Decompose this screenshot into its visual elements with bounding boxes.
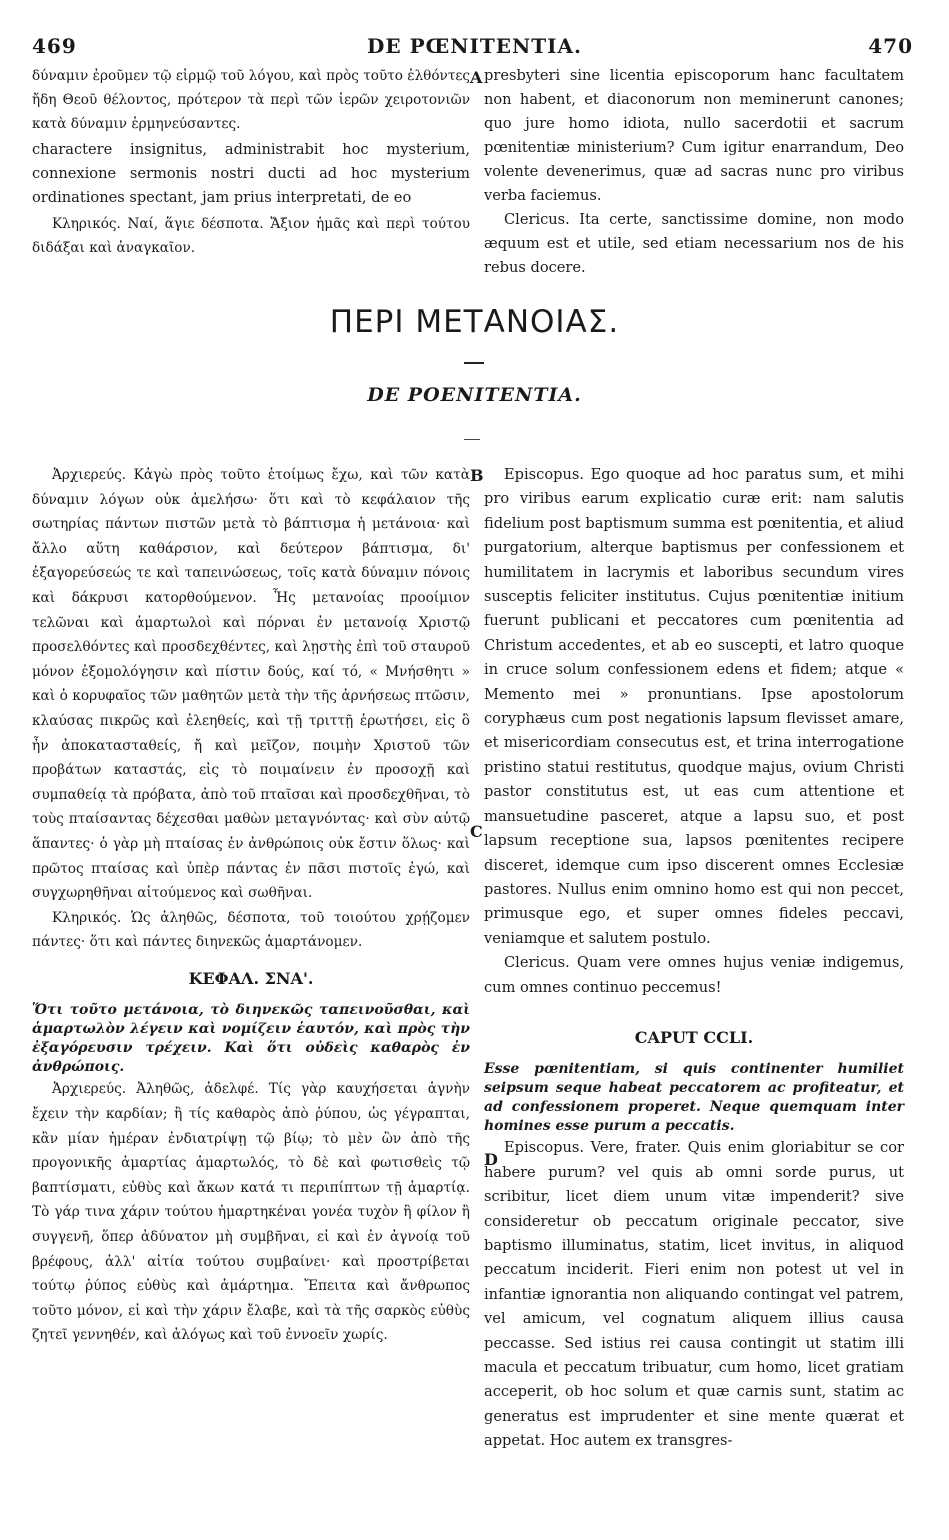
greek-column [32, 463, 470, 1348]
section-subtitle: DE POENITENTIA. [367, 384, 582, 406]
greek-top-block [32, 64, 470, 136]
latin-column [484, 463, 904, 1454]
margin-marker-b: B [470, 466, 484, 485]
latin-paragraph: Clericus. Quam vere omnes hujus veniæ indigemus, cum omnes continuo peccemus! [484, 954, 904, 996]
greek-chapter-summary: Ὅτι τοῦτο μετάνοια, τὸ διηνεκῶς ταπεινοῦσθαι, καὶ ἁμαρτωλὸν λέγειν καὶ νομίζειν ἑαυτόν, καὶ πρὸς τὴν ἐξαγόρευσιν τρέχειν. Καὶ ὅτι οὐδεὶς καθαρὸς ἐν ἀνθρώποις. [32, 1002, 470, 1076]
title-rule [464, 362, 484, 364]
latin-top-right-block [484, 64, 904, 280]
latin-top-right-paragraph: presbyteri sine licentia episcoporum hanc facultatem non habent, et diaconorum non meminerunt canones; quo jure homo idiota, nullo sacerdotii et sacrum pœnitentiæ ministerium? Cum igitur enarrandum, Deo volente devenerimus, quæ ad sacras nunc pro viribus verba faciemus. [484, 67, 904, 204]
latin-paragraph: Episcopus. Vere, frater. Quis enim gloriabitur se cor habere purum? vel quis ab omni sorde purus, ut scribitur, licet diem unum vitæ impenderit? sive consideretur ob peccatum originale peccator, sive baptismo illuminatus, statim, licet invitus, in aliquod peccatum inciderit. Fieri enim non potest ut vel in infantiæ ignorantia non aliquando contingat vel patrem, vel amicum, vel cognatum aliquem illius causa peccasse. Sed istius rei causa contingit ut statim illi macula et peccatum tribuatur, cum homo, licet gratiam acceperit, ob hoc solum et quæ carnis sunt, statim ac generatus est imprudenter et sine mente quærat et appetat. Hoc autem ex transgres- [484, 1139, 904, 1450]
latin-top-left-block [32, 138, 470, 210]
greek-paragraph: Ἀρχιερεύς. Ἀληθῶς, ἀδελφέ. Τίς γὰρ καυχήσεται ἁγνὴν ἔχειν τὴν καρδίαν; ἢ τίς καθαρὸς ἀπὸ ῥύπου, ὡς γέγραπται, κἂν μίαν ἡμέραν ἐνδιατρίψῃ τῷ βίῳ; τὸ μὲν ὢν ἀπὸ τῆς προγονικῆς ἁμαρτίας ἁμαρτωλός, τὸ δὲ καὶ φωτισθεὶς τῷ βαπτίσματι, εὐθὺς καὶ ἄκων κατά τι περιπίπτων τῇ ἁμαρτίᾳ. Τὸ γάρ τινα χάριν τούτου ἡμαρτηκέναι γονέα τυχὸν ἢ φίλον ἢ συγγενῆ, ὅπερ ἀδύνατον μὴ συμβῆναι, εἰ καὶ ἐν ἀγνοίᾳ τοῦ βρέφους, ἀλλ' αἰτία τούτου συμβαίνει· καὶ προστρίβεται τούτῳ ῥύπος εὐθὺς καὶ ἁμάρτημα. Ἔπειτα καὶ ἄνθρωπος τοῦτο μόνον, εἰ καὶ τὴν χάριν ἔλαβε, καὶ τὰ τῆς σαρκὸς εὐθὺς ζητεῖ γεννηθέν, καὶ ἀλόγως καὶ τοῦ ἐννοεῖν χωρίς. [32, 1081, 470, 1344]
greek-top-clericus: Κληρικός. Ναί, ἅγιε δέσποτα. Ἄξιον ἡμᾶς καὶ περὶ τούτου διδάξαι καὶ ἀναγκαῖον. [32, 216, 470, 256]
subtitle-rule [464, 439, 480, 440]
section-title: ΠΕΡΙ ΜΕΤΑΝΟΙΑΣ. [329, 304, 620, 340]
page-number-left: 469 [32, 34, 77, 58]
greek-chapter-heading: ΚΕΦΑΛ. ΣΝΑ'. [188, 968, 314, 988]
latin-paragraph: Episcopus. Ego quoque ad hoc paratus sum, et mihi pro viribus earum explicatio curæ erit: nam salutis fidelium post baptismum summa est pœnitentia, et aliud purgatorium, alterque baptismus per confessionem et humilitatem in lacrymis et laboribus secundum vires susceptis feliciter institutus. Cujus pœnitentiæ initium fuerunt publicani et peccatores cum pœnitentia ad Christum accedentes, et ab eo suscepti, et latro quoque in cruce solum confessionem edens et fidem; atque « Memento mei » pronuntians. Ipse apostolorum coryphæus cum post negationis lapsum flevisset amare, et misericordiam consecutus est, et trina interrogatione pristino statui restitutus, quodque majus, ovium Christi pastor constitutus est, ut eas cum attentione et mansuetudine pasceret, atque a lapsu suo, et post lapsum receptione sua, lapsos pœnitentes recipere disceret, idemque cum ipso discerent omnes Ecclesiæ pastores. Nullus enim omnino homo est qui non peccet, primusque ego, et super omnes fideles peccavi, veniamque et salutem postulo. [484, 466, 904, 947]
page-number-right: 470 [868, 34, 913, 58]
running-title: DE PŒNITENTIA. [367, 34, 582, 58]
greek-paragraph: Κληρικός. Ὡς ἀληθῶς, δέσποτα, τοῦ τοιούτου χρῄζομεν πάντες· ὅτι καὶ πάντες διηνεκῶς ἁμαρτάνομεν. [32, 909, 470, 951]
margin-marker-c: C [470, 822, 483, 841]
latin-chapter-heading: CAPUT CCLI. [634, 1027, 754, 1047]
latin-top-left-paragraph: charactere insignitus, administrabit hoc mysterium, connexione sermonis nostri ducti ad hoc mysterium ordinationes spectant, jam prius interpretati, de eo [32, 141, 470, 206]
greek-top-clericus-block [32, 212, 470, 260]
greek-top-paragraph: δύναμιν ἐροῦμεν τῷ εἱρμῷ τοῦ λόγου, καὶ πρὸς τοῦτο ἐλθόντες ἤδη Θεοῦ θέλοντος, πρότερον τὰ περὶ τῶν ἱερῶν χειροτονιῶν κατὰ δύναμιν ἑρμηνεύσαντες. [32, 68, 470, 132]
margin-marker-a: A [470, 68, 483, 87]
greek-paragraph: Ἀρχιερεύς. Κἀγὼ πρὸς τοῦτο ἑτοίμως ἔχω, καὶ τῶν κατὰ δύναμιν λόγων οὐκ ἀμελήσω· ὅτι καὶ τὸ κεφάλαιον τῆς σωτηρίας πάντων πιστῶν μετὰ τὸ βάπτισμα ἡ μετάνοια· καὶ ἄλλο αὕτη καθάρσιον, καὶ δεύτερον βάπτισμα, δι' ἐξαγορεύσεώς τε καὶ ταπεινώσεως, τοῖς κατὰ δύναμιν πόνοις καὶ δάκρυσι κατορθούμενον. Ἧς μετανοίας προοίμιον τελῶναι καὶ ἁμαρτωλοὶ καὶ πόρναι ἐν μετανοίᾳ Χριστῷ προσελθόντες καὶ προσδεχθέντες, καὶ λῃστὴς ἐπὶ τοῦ σταυροῦ μόνον ἐξομολόγησιν καὶ πίστιν δούς, καί τό, « Μνήσθητι » καὶ ὁ κορυφαῖος τῶν μαθητῶν μετὰ τὴν τῆς ἀρνήσεως πτῶσιν, κλαύσας πικρῶς καὶ ἐλεηθείς, καὶ τῇ τριττῇ ἐρωτήσει, εἰς ὃ ἦν ἀποκατασταθείς, ἤ καὶ μεῖζον, ποιμὴν Χριστοῦ τῶν προβάτων καταστάς, εἰς τὸ ποιμαίνειν ἐν προσοχῇ καὶ συμπαθείᾳ τὰ πρόβατα, ἀπὸ τοῦ πταῖσαι καὶ προσδεχθῆναι, τὸ τοὺς πταίσαντας δέχεσθαι μαθὼν μεταγνόντας· καὶ σὺν αὐτῷ ἅπαντες· ὁ γὰρ μὴ πταίσας ἐν ἀνθρώποις οὐκ ἔστιν ὅλως· καὶ πρῶτος πταίσας καὶ ὑπὲρ πάντας ἐν πᾶσι πιστοῖς ἐγώ, καὶ συγχωρηθῆναι αἰτούμενος καὶ σωθῆναι. [32, 467, 470, 902]
margin-marker-d: D [484, 1150, 498, 1169]
latin-top-clericus: Clericus. Ita certe, sanctissime domine, non modo æquum est et utile, sed etiam necessarium nos de his rebus docere. [484, 211, 904, 276]
latin-chapter-summary: Esse pœnitentiam, si quis continenter humiliet seipsum seque habeat peccatorem ac profiteatur, et ad confessionem properet. Neque quemquam inter homines esse purum a peccatis. [484, 1061, 904, 1135]
